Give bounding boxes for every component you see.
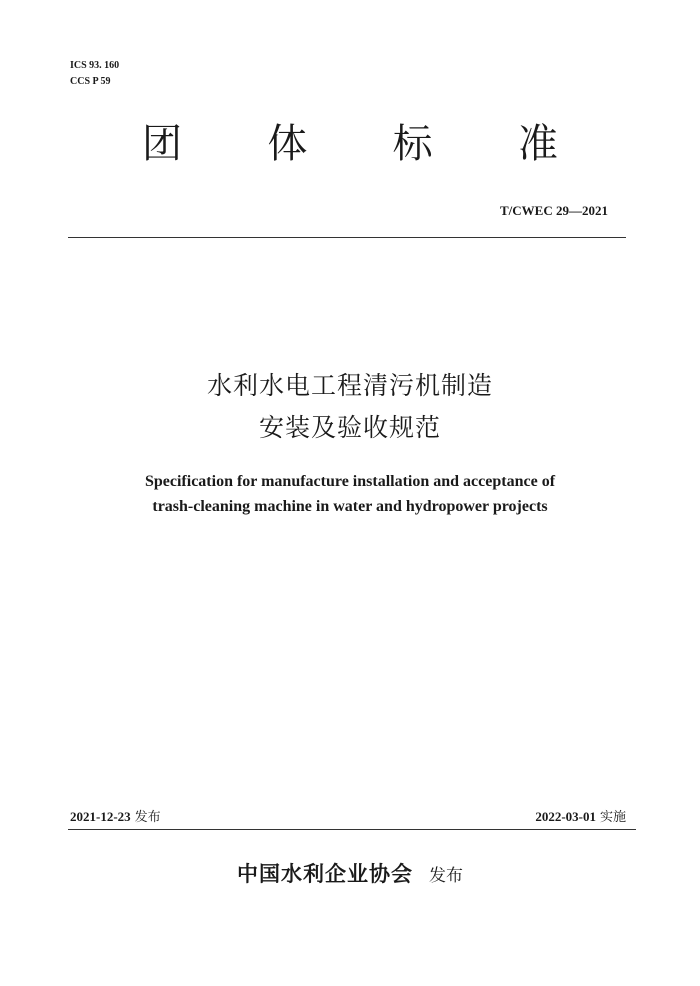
issue-label: 发布 — [134, 810, 161, 825]
chinese-title-line-1: 水利水电工程清污机制造 — [206, 371, 493, 400]
implement-date: 2022-03-01 — [535, 809, 596, 824]
standard-type-char: 准 — [517, 121, 558, 167]
classification-codes — [70, 58, 119, 90]
publisher-action: 发布 — [429, 866, 463, 886]
english-title-line-2: trash-cleaning machine in water and hydropower projects — [152, 498, 548, 515]
implement-label: 实施 — [599, 810, 626, 825]
standard-type-char: 标 — [392, 121, 433, 167]
ics-code: ICS 93. 160 — [70, 60, 120, 71]
header-divider — [68, 237, 626, 238]
implement-date-block — [535, 806, 626, 825]
ccs-code: CCS P 59 — [70, 76, 111, 87]
chinese-title-line-2: 安装及验收规范 — [258, 413, 441, 442]
footer-divider — [68, 829, 636, 830]
standard-type-char: 团 — [142, 121, 182, 167]
english-title-line-1: Specification for manufacture installation and acceptance of — [144, 473, 556, 490]
issue-date: 2021-12-23 — [70, 809, 131, 824]
publisher-org: 中国水利企业协会 — [237, 862, 413, 886]
publisher-line — [0, 858, 700, 888]
standard-type-heading — [140, 112, 560, 169]
issue-date-block — [70, 806, 161, 825]
standard-number: T/CWEC 29—2021 — [500, 203, 608, 218]
standard-type-char: 体 — [267, 121, 308, 167]
